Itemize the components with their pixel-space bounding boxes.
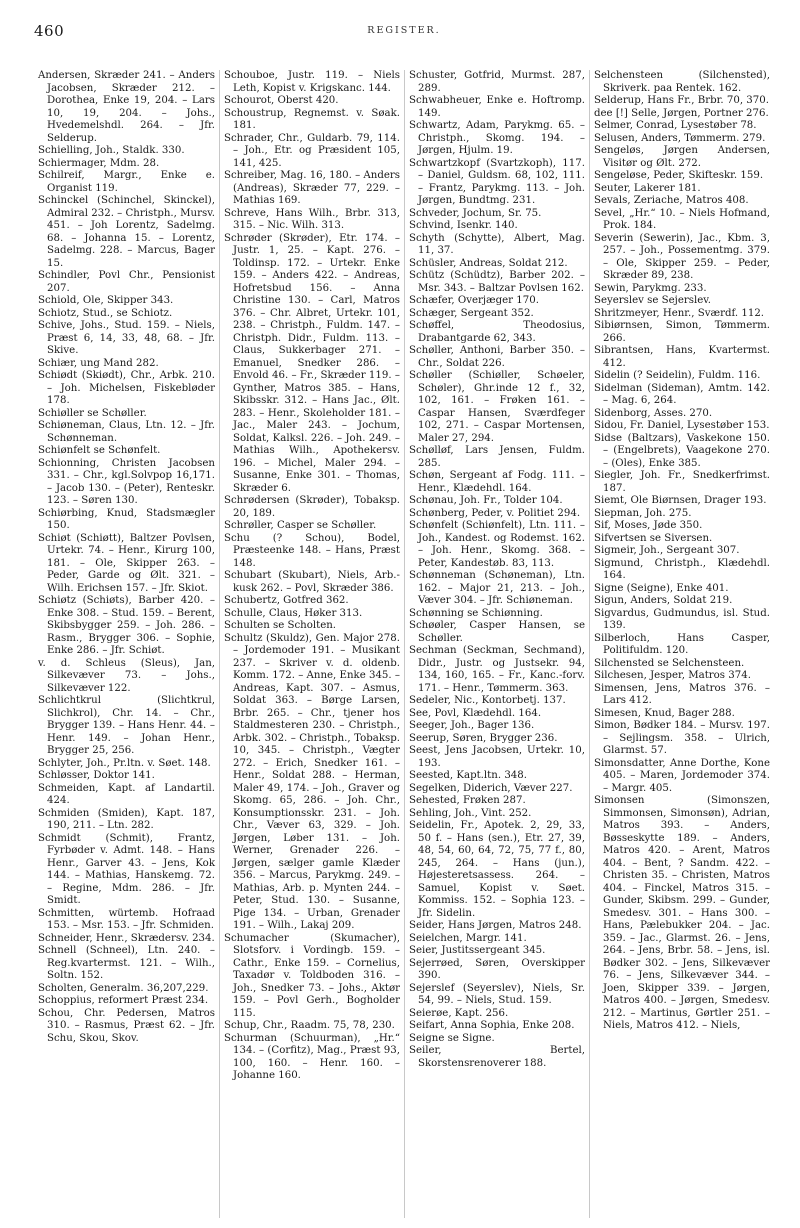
index-entry: Sengeløs, Jørgen Andersen, Visitør og Ølt. 272. xyxy=(594,145,770,169)
index-entry: Schüsler, Andreas, Soldat 212. xyxy=(409,257,568,269)
index-entry: Sidenborg, Asses. 270. xyxy=(594,407,713,419)
index-entry: Schouboe, Justr. 119. – Niels Leth, Kopist v. Krigskanc. 144. xyxy=(224,70,400,94)
index-entry: Selmer, Conrad, Lysestøber 78. xyxy=(594,120,757,131)
index-entry: Simesen, Knud, Bager 288. xyxy=(594,707,735,719)
index-entry: Schiødt (Skiødt), Chr., Arbk. 210. – Joh. Michelsen, Fiskebløder 178. xyxy=(38,370,215,406)
index-entry: Schønning se Schiønning. xyxy=(409,607,543,619)
index-entry: Schinckel (Schinchel, Skinckel), Admiral 232. – Christph., Mursv. 451. – Joh Lorentz, Sadelmg. 68. – Johanna 15. – Lorentz, Sadelmg. 228. – Marcus, Bager 15. xyxy=(38,195,215,269)
index-entry: Schurman (Schuurman), „Hr.“ 134. – (Corfitz), Mag., Præst 93, 100, 160. – Henr. 160. – Johanne 160. xyxy=(224,1032,400,1081)
index-entry: Seerup, Søren, Brygger 236. xyxy=(409,732,558,744)
index-entry: Sewin, Parykmg. 233. xyxy=(594,282,707,294)
index-entry: Seeger, Joh., Bager 136. xyxy=(409,720,535,731)
index-entry: Sifvertsen se Siversen. xyxy=(594,532,713,544)
index-entry: Simonsdatter, Anne Dorthe, Kone 405. – Maren, Jordemoder 374. – Margr. 405. xyxy=(594,757,770,794)
index-entry: Schøller, Anthoni, Barber 350. – Chr., Soldat 226. xyxy=(409,345,585,369)
index-entry: Schubertz, Gotfred 362. xyxy=(224,595,349,606)
index-entry: Seest, Jens Jacobsen, Urtekr. 10, 193. xyxy=(409,745,585,769)
index-entry: Schup, Chr., Raadm. 75, 78, 230. xyxy=(224,1020,395,1031)
index-entry: Schønfelt (Schiønfelt), Ltn. 111. – Joh., Kandest. og Rodemst. 162. – Joh. Henr., Skomg. 368. – Peter, Kandestøb. 83, 113. xyxy=(409,520,585,569)
index-entry: Schourot, Oberst 420. xyxy=(224,95,339,106)
index-entry: Schlyter, Joh., Pr.ltn. v. Søet. 148. xyxy=(38,757,211,769)
index-entry: Seiler, Bertel, Skorstensrenoverer 188. xyxy=(409,1045,585,1069)
index-entry: Schøn, Sergeant af Fodg. 111. – Henr., Klædehdl. 164. xyxy=(409,470,585,494)
index-entry: Sigmeir, Joh., Sergeant 307. xyxy=(594,545,740,556)
index-entry: Sehling, Joh., Vint. 252. xyxy=(409,807,532,819)
index-entry: Sidse (Baltzars), Vaskekone 150. – (Engelbrets), Vaagekone 270. – (Oles), Enke 385. xyxy=(594,432,770,469)
index-entry: Schütz (Schüdtz), Barber 202. – Msr. 343. – Baltzar Povlsen 162. xyxy=(409,270,585,294)
index-entry: Schulten se Scholten. xyxy=(224,620,337,631)
index-entry: Silchesen, Jesper, Matros 374. xyxy=(594,670,751,681)
index-entry: Seider, Hans Jørgen, Matros 248. xyxy=(409,920,582,931)
index-entry: See, Povl, Klædehdl. 164. xyxy=(409,707,542,719)
index-entry: Silchensted se Selchensteen. xyxy=(594,657,745,669)
index-entry: Schultz (Skuldz), Gen. Major 278. – Jordemoder 191. – Musikant 237. – Skriver v. d. oldenb. Komm. 172. – Anne, Enke 345. – Andreas, Kapt. 307. – Asmus, Soldat 363. – Børge Larsen, Brbr. 265. – Chr., tjener hos Staldmesteren 230. – Christph., Arbk. 302. – Christph., Tobaksp. 10, 345. – Christph., Vægter 272. – Erich, Snedker 161. – Henr., Soldat 288. – Herman, Maler 49, 174. – Joh., Graver og Skomg. 65, 286. – Joh. Chr., Konsumptionsskr. 231. – Joh. Chr., Væver 63, 329. – Joh. Jørgen, Løber 131. – Joh. Werner, Grenader 226. – Jørgen, sælger gamle Klæder 356. – Marcus, Parykmg. 249. – Mathias, Arb. p. Mynten 244. – Peter, Stud. 130. – Susanne, Pige 134. – Urban, Grenader 191. – Wilh., Lakaj 209. xyxy=(224,632,400,931)
index-entry: Schwartzkopf (Svartzkoph), 117. – Daniel, Guldsm. 68, 102, 111. – Frantz, Parykmg. 113. – Joh. Jørgen, Bundtmg. 231. xyxy=(409,157,585,206)
index-entry: Schveder, Jochum, Sr. 75. xyxy=(409,207,542,219)
index-entry: Sigun, Anders, Soldat 219. xyxy=(594,595,733,606)
index-entry: Segelken, Diderich, Væver 227. xyxy=(409,782,573,794)
index-entry: Schøller (Schiøller, Schøeler, Schøler), Ghr.inde 12 f., 32, 102, 161. – Frøken 161. – Caspar Hansen, Sværdfeger 102, 271. – Caspar Mortensen, Maler 27, 294. xyxy=(409,370,585,444)
index-entry: Schmeiden, Kapt. af Landartil. 424. xyxy=(38,782,215,806)
index-entry: Schielling, Joh., Staldk. 330. xyxy=(38,145,185,156)
index-entry: Schou, Chr. Pedersen, Matros 310. – Rasmus, Præst 62. – Jfr. Schu, Skou, Skov. xyxy=(38,1007,215,1044)
index-entry: Schiøtz (Schiøts), Barber 420. – Enke 308. – Stud. 159. – Berent, Skibsbygger 259. – Joh. 286. – Rasm., Brygger 306. – Sophie, Enke 286. – Jfr. Schiøt. xyxy=(38,595,215,656)
index-entry: Shritzmeyer, Henr., Sværdf. 112. xyxy=(594,307,765,319)
index-entry: Seier, Justitssergeant 345. xyxy=(409,945,546,956)
index-entry: Sidelin (? Seidelin), Fuldm. 116. xyxy=(594,370,761,381)
index-entry: Schølløf, Lars Jensen, Fuldm. 285. xyxy=(409,445,585,469)
index-entry: Sibrantsen, Hans, Kvartermst. 412. xyxy=(594,345,770,369)
index-entry: Sejerrøed, Søren, Overskipper 390. xyxy=(409,957,585,981)
index-entry: Sidou, Fr. Daniel, Lysestøber 153. xyxy=(594,420,770,431)
index-entry: Silberloch, Hans Casper, Politifuldm. 120. xyxy=(594,632,770,656)
page-header xyxy=(34,22,774,46)
index-entry: Schrødersen (Skrøder), Tobaksp. 20, 189. xyxy=(224,495,400,519)
index-entry: Sigmund, Christph., Klædehdl. 164. xyxy=(594,557,770,581)
index-entry: Seigne se Signe. xyxy=(409,1032,495,1044)
index-entry: Schiold, Ole, Skipper 343. xyxy=(38,295,174,306)
index-entry: Sedeler, Nic., Kontorbetj. 137. xyxy=(409,695,566,706)
index-entry: Schiotz, Stud., se Schiotz. xyxy=(38,307,173,319)
index-column-4 xyxy=(589,70,774,1218)
index-entry: Schiørbing, Knud, Stadsmægler 150. xyxy=(38,507,215,531)
index-entry: Sibiørnsen, Simon, Tømmerm. 266. xyxy=(594,320,770,344)
index-entry: Schnell (Schneel), Ltn. 240. – Reg.kvartermst. 121. – Wilh., Soltn. 152. xyxy=(38,945,215,981)
index-entry: Schløsser, Doktor 141. xyxy=(38,770,155,781)
index-columns xyxy=(34,70,774,1218)
index-entry: Schyth (Schytte), Albert, Mag. 11, 37. xyxy=(409,232,585,256)
index-entry: Schwartz, Adam, Parykmg. 65. – Christph., Skomg. 194. – Jørgen, Hjulm. 19. xyxy=(409,120,585,156)
page-number: 460 xyxy=(34,22,65,40)
index-entry: v. d. Schleus (Sleus), Jan, Silkevæver 73. – Johs., Silkevæver 122. xyxy=(38,657,215,694)
index-entry: Andersen, Skræder 241. – Anders Jacobsen, Skræder 212. – Dorothea, Enke 19, 204. – Lars 10, 19, 204. – Johs., Hvedemelshdl. 264. – Jfr. Selderup. xyxy=(38,70,215,144)
index-entry: Schiermager, Mdm. 28. xyxy=(38,157,160,169)
index-entry: Schmiden (Smiden), Kapt. 187, 190, 211. – Ltn. 282. xyxy=(38,807,215,831)
index-entry: Sif, Moses, Jøde 350. xyxy=(594,520,703,531)
index-entry: Schumacher (Skumacher), Slotsforv. i Vordingb. 159. – Cathr., Enke 159. – Cornelius, Taxadør v. Toldboden 316. – Joh., Snedker 73. – Johs., Aktør 159. – Povl Gerh., Bogholder 115. xyxy=(224,932,400,1019)
index-entry: Seifart, Anna Sophia, Enke 208. xyxy=(409,1020,575,1031)
index-entry: Schæfer, Overjæger 170. xyxy=(409,295,539,306)
index-entry: Schu (? Schou), Bodel, Præsteenke 148. – Hans, Præst 148. xyxy=(224,532,400,569)
index-column-1 xyxy=(34,70,219,1218)
index-entry: Schuster, Gotfrid, Murmst. 287, 289. xyxy=(409,70,585,94)
index-entry: Schive, Johs., Stud. 159. – Niels, Præst 6, 14, 33, 48, 68. – Jfr. Skive. xyxy=(38,320,215,356)
index-entry: Schwabheuer, Enke e. Hoftromp. 149. xyxy=(409,95,585,119)
index-entry: Schionning, Christen Jacobsen 331. – Chr., kgl.Solvpop 16,171. – Jacob 130. – (Peter), Renteskr. 123. – Søren 130. xyxy=(38,457,215,506)
index-entry: Schreve, Hans Wilh., Brbr. 313, 315. – Nic. Wilh. 313. xyxy=(224,207,400,231)
index-entry: Schæger, Sergeant 352. xyxy=(409,307,534,319)
index-entry: Selusen, Anders, Tømmerm. 279. xyxy=(594,132,766,144)
index-entry: Seyerslev se Sejerslev. xyxy=(594,295,712,306)
index-column-3 xyxy=(404,70,589,1218)
index-entry: Schmidt (Schmit), Frantz, Fyrbøder v. Admt. 148. – Hans Henr., Garver 43. – Jens, Kok 144. – Mathias, Hanskemg. 72. – Regine, Mdm. 286. – Jfr. Smidt. xyxy=(38,832,215,906)
index-entry: dee [!] Selle, Jørgen, Portner 276. xyxy=(594,107,769,119)
index-entry: Sejerslef (Seyerslev), Niels, Sr. 54, 99. – Niels, Stud. 159. xyxy=(409,982,585,1006)
index-entry: Seested, Kapt.ltn. 348. xyxy=(409,770,527,781)
index-entry: Sigvardus, Gudmundus, isl. Stud. 139. xyxy=(594,607,770,631)
index-entry: Schønau, Joh. Fr., Tolder 104. xyxy=(409,495,563,506)
index-entry: Schvind, Isenkr. 140. xyxy=(409,220,518,231)
index-entry: Signe (Seigne), Enke 401. xyxy=(594,582,729,594)
index-entry: Schønneman (Schøneman), Ltn. 162. – Major 21, 213. – Joh., Væver 304. – Jfr. Schiøneman. xyxy=(409,570,585,606)
index-entry: Seierøe, Kapt. 256. xyxy=(409,1007,509,1019)
index-entry: Schiøneman, Claus, Ltn. 12. – Jfr. Schønneman. xyxy=(38,420,215,444)
index-entry: Schilreif, Margr., Enke e. Organist 119. xyxy=(38,170,215,194)
index-entry: Schøffel, Theodosius, Drabantgarde 62, 343. xyxy=(409,320,585,344)
index-entry: Siepman, Joh. 275. xyxy=(594,507,692,519)
index-entry: Schønberg, Peder, v. Politiet 294. xyxy=(409,507,581,519)
index-column-2 xyxy=(219,70,404,1218)
index-entry: Selchensteen (Silchensted), Skriverk. paa Rentek. 162. xyxy=(594,70,770,94)
index-entry: Schøøler, Casper Hansen, se Schøller. xyxy=(409,620,585,644)
index-entry: Schrøder (Skrøder), Etr. 174. – Justr. 1, 25. – Kapt. 276. – Toldinsp. 172. – Urtekr. Enke 159. – Anders 422. – Andreas, Hofretsbud 156. – Anna Christine 130. – Carl, Matros 376. – Chr. Albret, Urtekr. 101, 238. – Christph., Fuldm. 147. – Christph. Didr., Fuldm. 113. – Claus, Sukkerbager 271. – Emanuel, Snedker 286. – Envold 46. – Fr., Skræder 119. – Gynther, Matros 385. – Hans, Skibsskr. 312. – Hans Jac., Ølt. 283. – Henr., Skoleholder 181. – Jac., Maler 243. – Jochum, Soldat, Kalksl. 226. – Joh. 249. – Mathias Wilh., Apothekersv. 196. – Michel, Maler 294. – Susanne, Enke 301. – Thomas, Skræder 6. xyxy=(224,232,400,494)
running-title: REGISTER. xyxy=(367,25,441,36)
index-entry: Simonsen (Simonszen, Simmonsen, Simonsøn), Adrian, Matros 393. – Anders, Bøsseskytte 189. – Anders, Matros 420. – Arent, Matros 404. – Bent, ? Sandm. 422. – Christen 35. – Christen, Matros 404. – Finckel, Matros 315. – Gunder, Skibsm. 299. – Gunder, Smedesv. 301. – Hans 300. – Hans, Pælebukker 204. – Jac. 359. – Jac., Glarmst. 26. – Jens, 264. – Jens, Brbr. 58. – Jens, isl. Bødker 302. – Jens, Silkevæver 76. – Jens, Silkevæver 344. – Joen, Skipper 339. – Jørgen, Matros 400. – Jørgen, Smedesv. 212. – Martinus, Gørtler 251. – Niels, Matros 412. – Niels, xyxy=(594,795,770,1031)
index-entry: Schulle, Claus, Høker 313. xyxy=(224,607,363,619)
index-entry: Schrader, Chr., Guldarb. 79, 114. – Joh., Etr. og Præsident 105, 141, 425. xyxy=(224,132,400,169)
index-entry: Schubart (Skubart), Niels, Arb.-kusk 262. – Povl, Skræder 386. xyxy=(224,570,400,594)
index-entry: Sidelman (Sideman), Amtm. 142. – Mag. 6, 264. xyxy=(594,382,770,406)
index-entry: Schreiber, Mag. 16, 180. – Anders (Andreas), Skræder 77, 229. – Mathias 169. xyxy=(224,170,400,206)
index-entry: Seielchen, Margr. 141. xyxy=(409,932,527,944)
index-entry: Siemt, Ole Biørnsen, Drager 193. xyxy=(594,495,767,506)
index-entry: Scholten, Generalm. 36,207,229. xyxy=(38,982,209,994)
index-entry: Schoppius, reformert Præst 234. xyxy=(38,995,209,1006)
index-entry: Simon, Bødker 184. – Mursv. 197. – Sejlingsm. 358. – Ulrich, Glarmst. 57. xyxy=(594,720,770,756)
index-entry: Seuter, Lakerer 181. xyxy=(594,182,701,194)
index-entry: Siegler, Joh. Fr., Snedkerfrimst. 187. xyxy=(594,470,770,494)
index-entry: Sehested, Frøken 287. xyxy=(409,795,526,806)
index-entry: Schneider, Henr., Skrædersv. 234. xyxy=(38,932,215,944)
index-entry: Simensen, Jens, Matros 376. – Lars 412. xyxy=(594,682,770,706)
index-entry: Schiær, ung Mand 282. xyxy=(38,357,159,369)
index-entry: Schiønfelt se Schønfelt. xyxy=(38,445,161,456)
index-entry: Selderup, Hans Fr., Brbr. 70, 370. xyxy=(594,95,769,106)
index-entry: Severin (Sewerin), Jac., Kbm. 3, 257. – Joh., Possementmg. 379. – Ole, Skipper 259. – Peder, Skræder 89, 238. xyxy=(594,232,770,281)
index-entry: Schoustrup, Regnemst. v. Søak. 181. xyxy=(224,107,400,131)
index-entry: Schrøller, Casper se Schøller. xyxy=(224,520,377,531)
index-entry: Schiøt (Schiøtt), Baltzer Povlsen, Urtekr. 74. – Henr., Kirurg 100, 181. – Ole, Skipper 263. – Peder, Garde og Ølt. 321. – Wilh. Erichsen 157. – Jfr. Skiot. xyxy=(38,532,215,594)
index-entry: Schiøller se Schøller. xyxy=(38,407,147,419)
index-entry: Seidelin, Fr., Apotek. 2, 29, 33, 50 f. – Hans (sen.), Etr. 27, 39, 48, 54, 60, 64, 72, 75, 77 f., 80, 245, 264. – Hans (jun.), Højesteretsassess. 264. – Samuel, Kopist v. Søet. Kommiss. 152. – Sophia 123. – Jfr. Sidelin. xyxy=(409,820,585,919)
index-entry: Schmitten, würtemb. Hofraad 153. – Msr. 153. – Jfr. Schmiden. xyxy=(38,907,215,931)
index-entry: Schlichtkrul (Slichtkrul, Slichkrol), Chr. 14. – Chr., Brygger 139. – Hans Henr. 44. – Henr. 149. – Johan Henr., Brygger 25, 256. xyxy=(38,695,215,756)
index-entry: Sechman (Seckman, Sechmand), Didr., Justr. og Justsekr. 94, 134, 160, 165. – Fr., Kanc.-forv. 171. – Henr., Tømmerm. 363. xyxy=(409,645,585,694)
index-entry: Sengeløse, Peder, Skifteskr. 159. xyxy=(594,170,764,181)
index-entry: Schindler, Povl Chr., Pensionist 207. xyxy=(38,270,215,294)
index-entry: Sevel, „Hr.“ 10. – Niels Hofmand, Prok. 184. xyxy=(594,207,770,231)
index-entry: Sevals, Zeriache, Matros 408. xyxy=(594,195,749,206)
